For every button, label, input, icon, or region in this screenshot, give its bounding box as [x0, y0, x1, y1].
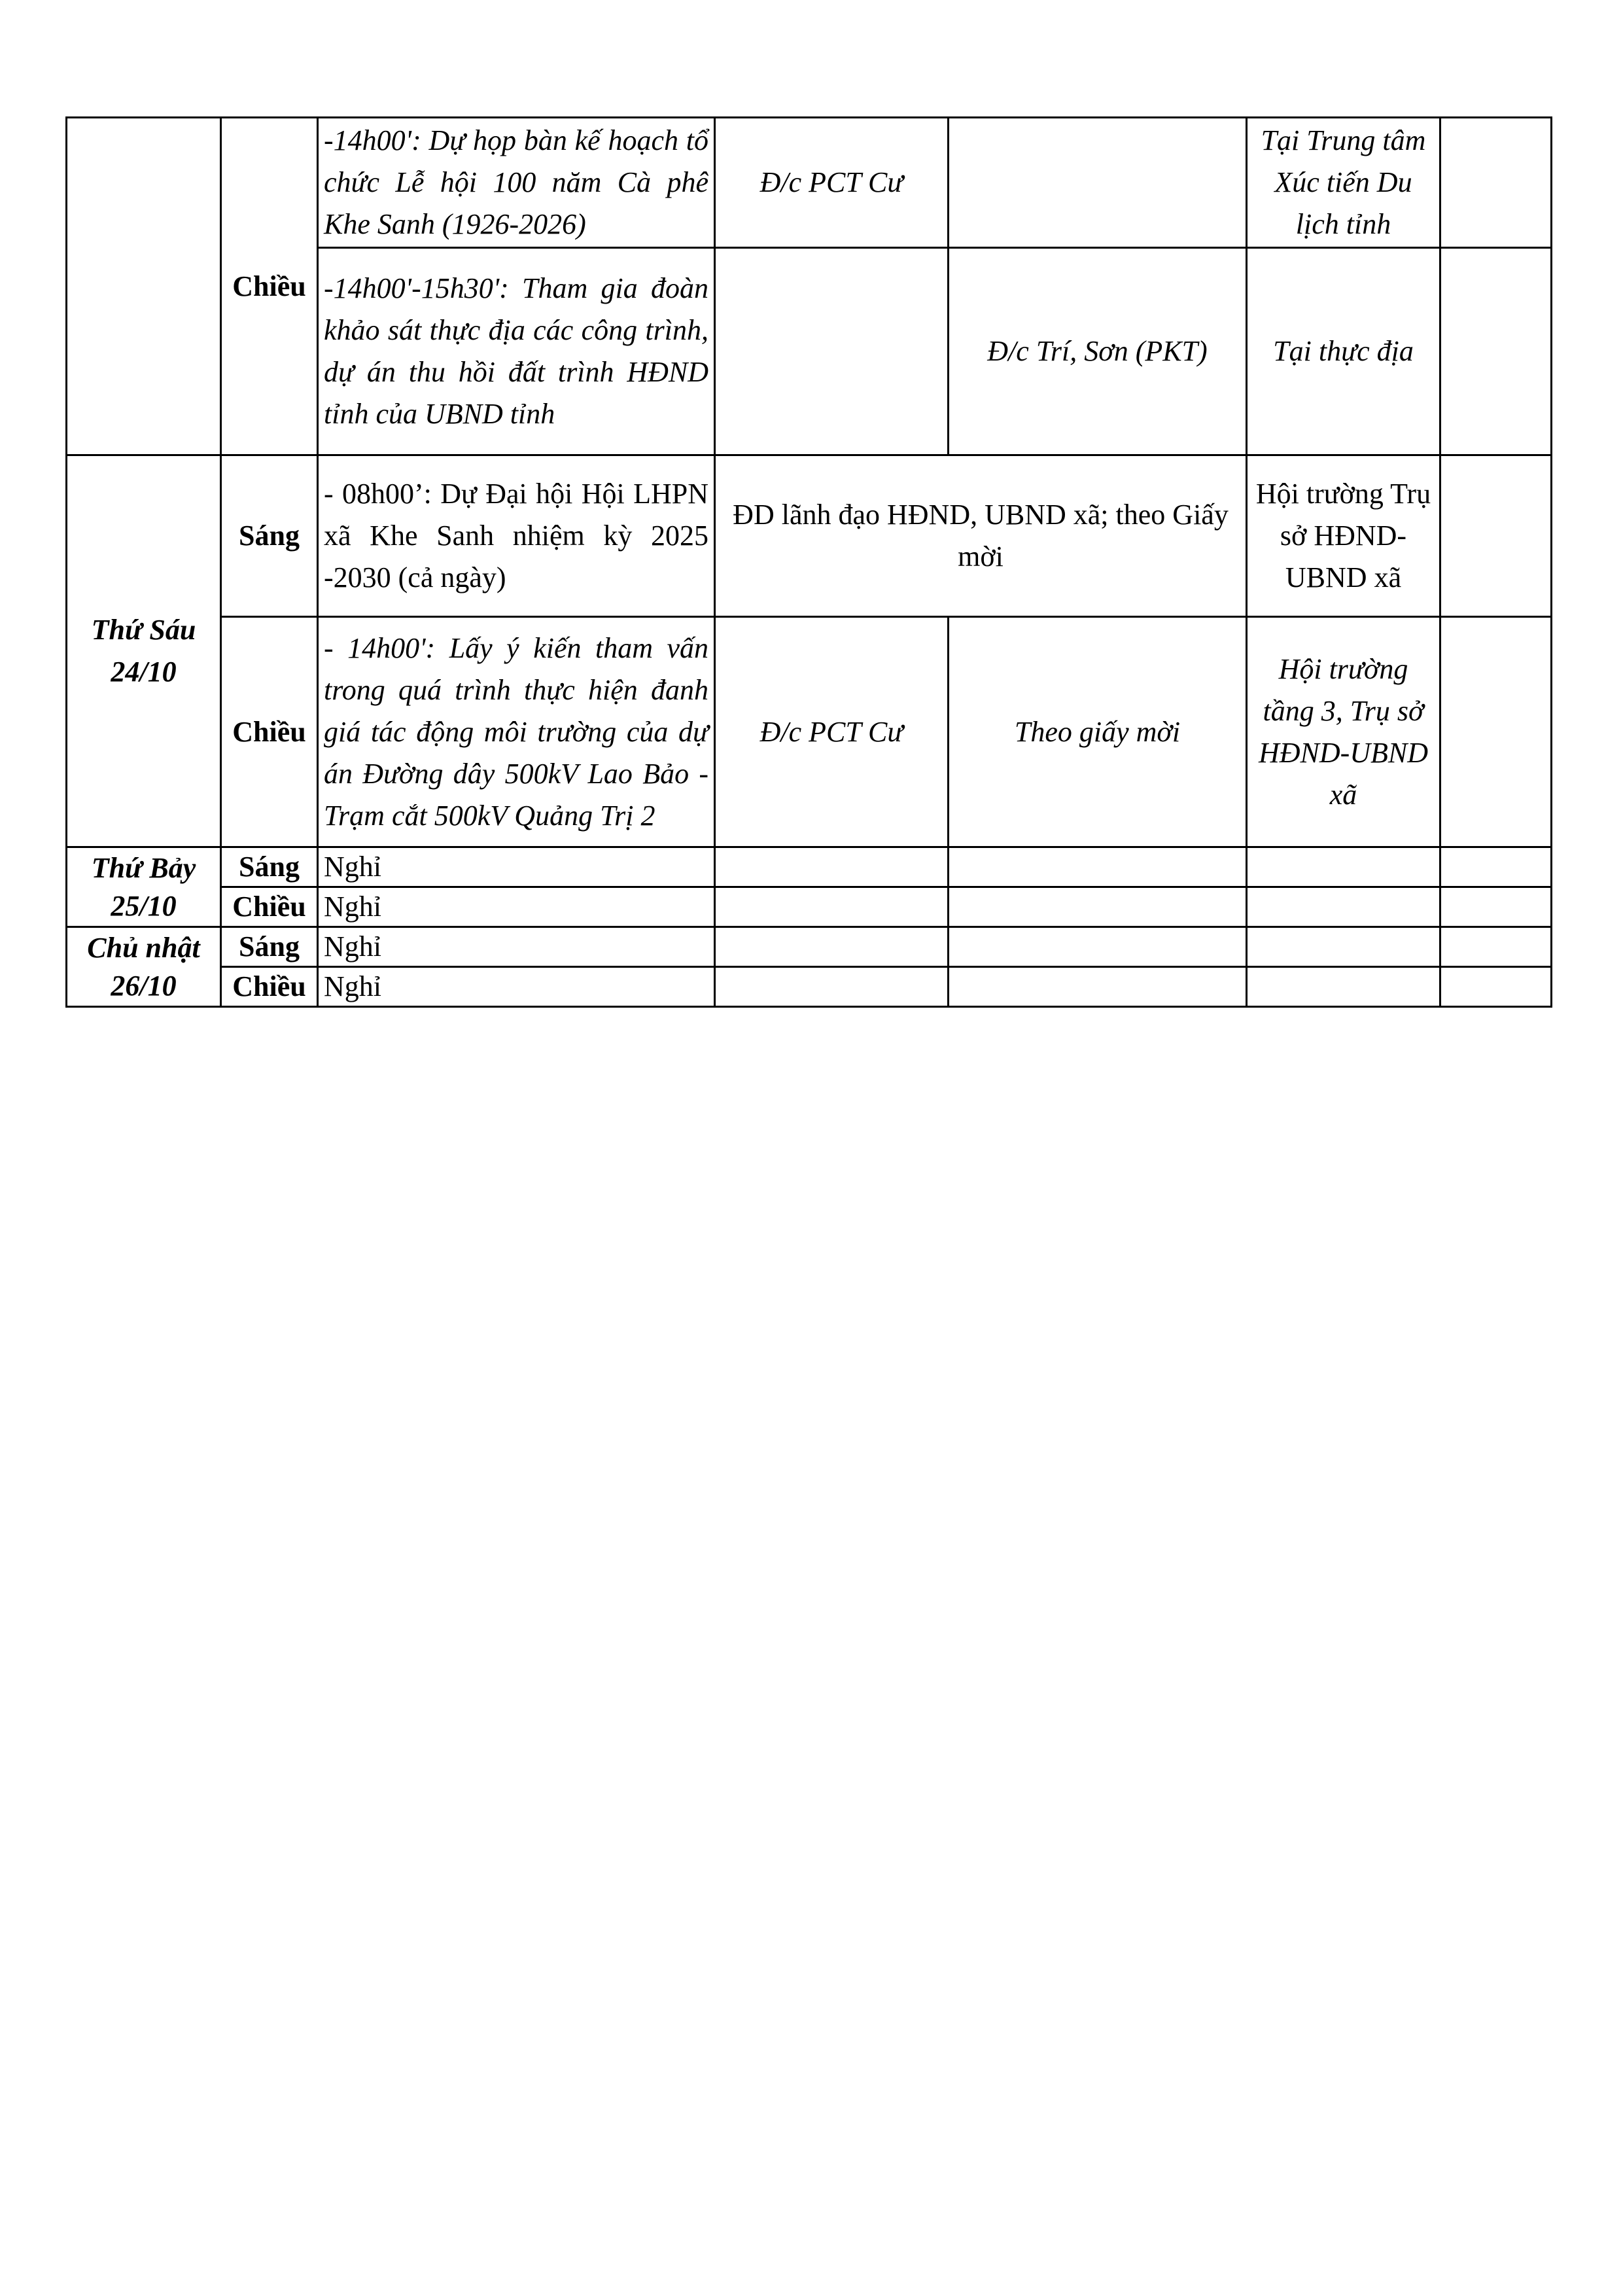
leader-cell [715, 887, 949, 927]
schedule-table [65, 116, 1552, 1008]
participants-cell: Theo giấy mời [949, 617, 1247, 847]
content-cell: Nghỉ [318, 847, 715, 887]
date-label: 24/10 [111, 656, 177, 688]
leader-cell [715, 967, 949, 1007]
leader-participants-cell: ĐD lãnh đạo HĐND, UBND xã; theo Giấy mời [715, 455, 1247, 617]
participants-cell [949, 887, 1247, 927]
location-cell: Tại Trung tâm Xúc tiến Du lịch tỉnh [1247, 118, 1440, 248]
leader-cell: Đ/c PCT Cư [715, 617, 949, 847]
session-cell: Chiều [221, 118, 318, 455]
session-cell: Chiều [221, 887, 318, 927]
table-row [67, 967, 1552, 1007]
location-cell [1247, 847, 1440, 887]
note-cell [1440, 847, 1552, 887]
location-cell: Hội trường tầng 3, Trụ sở HĐND-UBND xã [1247, 617, 1440, 847]
note-cell [1440, 967, 1552, 1007]
session-cell: Sáng [221, 847, 318, 887]
content-cell: Nghỉ [318, 887, 715, 927]
session-cell: Chiều [221, 967, 318, 1007]
participants-cell [949, 927, 1247, 967]
date-label: 26/10 [111, 969, 177, 1002]
table-row [67, 118, 1552, 248]
day-cell [67, 118, 221, 455]
location-cell [1247, 967, 1440, 1007]
day-cell [67, 927, 221, 1007]
table-row [67, 455, 1552, 617]
content-cell: Nghỉ [318, 927, 715, 967]
participants-cell [949, 847, 1247, 887]
day-cell [67, 455, 221, 847]
date-label: 25/10 [111, 889, 177, 922]
location-cell [1247, 887, 1440, 927]
day-cell [67, 847, 221, 927]
participants-cell [949, 118, 1247, 248]
location-cell [1247, 927, 1440, 967]
location-cell: Hội trường Trụ sở HĐND-UBND xã [1247, 455, 1440, 617]
leader-cell: Đ/c PCT Cư [715, 118, 949, 248]
location-cell: Tại thực địa [1247, 248, 1440, 455]
note-cell [1440, 248, 1552, 455]
participants-cell: Đ/c Trí, Sơn (PKT) [949, 248, 1247, 455]
day-label: Chủ nhật [87, 931, 200, 964]
table-row [67, 617, 1552, 847]
content-cell: - 14h00': Lấy ý kiến tham vấn trong quá trình thực hiện đanh giá tác động môi trường của dự án Đường dây 500kV Lao Bảo - Trạm cắt 500kV Quảng Trị 2 [318, 617, 715, 847]
session-cell: Sáng [221, 455, 318, 617]
table-row [67, 887, 1552, 927]
table-row [67, 927, 1552, 967]
table-row [67, 847, 1552, 887]
note-cell [1440, 118, 1552, 248]
content-cell: -14h00'-15h30': Tham gia đoàn khảo sát thực địa các công trình, dự án thu hồi đất trình HĐND tỉnh của UBND tỉnh [318, 248, 715, 455]
content-cell: - 08h00’: Dự Đại hội Hội LHPN xã Khe Sanh nhiệm kỳ 2025 -2030 (cả ngày) [318, 455, 715, 617]
participants-cell [949, 967, 1247, 1007]
content-cell: -14h00': Dự họp bàn kế hoạch tổ chức Lễ hội 100 năm Cà phê Khe Sanh (1926-2026) [318, 118, 715, 248]
leader-cell [715, 847, 949, 887]
note-cell [1440, 455, 1552, 617]
day-label: Thứ Sáu [91, 614, 196, 646]
content-cell: Nghỉ [318, 967, 715, 1007]
day-label: Thứ Bảy [91, 851, 196, 884]
note-cell [1440, 887, 1552, 927]
note-cell [1440, 617, 1552, 847]
leader-cell [715, 927, 949, 967]
note-cell [1440, 927, 1552, 967]
session-cell: Sáng [221, 927, 318, 967]
session-cell: Chiều [221, 617, 318, 847]
leader-cell [715, 248, 949, 455]
